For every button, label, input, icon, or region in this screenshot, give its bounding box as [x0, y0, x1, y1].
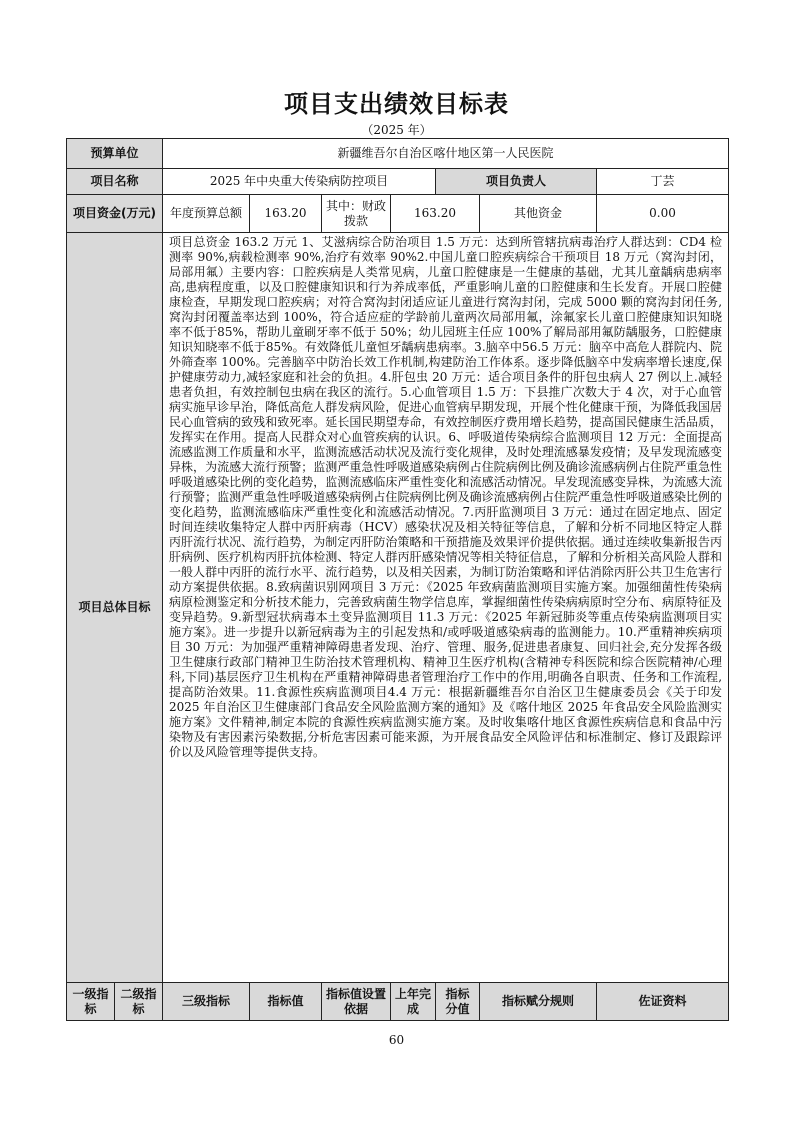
- project-owner-label: 项目负责人: [436, 169, 597, 195]
- project-name-value: 2025 年中央重大传染病防控项目: [163, 169, 436, 195]
- indicator-header-basis: 指标值设置依据: [322, 983, 391, 1021]
- indicator-header-level1: 一级指标: [67, 983, 115, 1021]
- budget-unit-label: 预算单位: [67, 139, 163, 169]
- indicator-header-value: 指标值: [250, 983, 322, 1021]
- project-funds-label: 项目资金(万元): [67, 195, 163, 233]
- budget-unit-value: 新疆维吾尔自治区喀什地区第一人民医院: [163, 139, 729, 169]
- indicator-header-rules: 指标赋分规则: [480, 983, 597, 1021]
- indicator-header-level3: 三级指标: [163, 983, 250, 1021]
- other-funds-value: 0.00: [597, 195, 729, 233]
- page-title: 项目支出绩效目标表: [284, 90, 509, 118]
- indicator-header-level2: 二级指标: [115, 983, 163, 1021]
- overall-goal-label: 项目总体目标: [67, 233, 163, 983]
- other-funds-label: 其他资金: [480, 195, 597, 233]
- overall-goal-text: 项目总资金 163.2 万元 1、艾滋病综合防治项目 1.5 万元：达到所管辖抗病毒治疗人群达到：CD4 检测率 90%,病载检测率 90%,治疗有效率 90%2.中国儿童口腔疾病综合干预项目 18 万元（窝沟封闭，局部用氟）主要内容：口腔疾病是人类常见病，儿童口腔健康是一生健康的基础，尤其儿童龋病患病率高,患病程度重，以及口腔健康知识和行为养成率低，严重影响儿童的口腔健康和生长发育。开展口腔健康检查，早期发现口腔疾病；对符合窝沟封闭适应证儿童进行窝沟封闭，完成 5000 颗的窝沟封闭任务,窝沟封闭覆盖率达到 100%，符合适应症的学龄前儿童两次局部用氟，涂氟家长儿童口腔健康知识知晓率不低于85%，帮助儿童刷牙率不低于 50%；幼儿园班主任应 100%了解局部用氟防龋服务，口腔健康知识知晓率不低于85%。有效降低儿童恒牙龋病患病率。3.脑卒中56.5 万元：脑卒中高危人群院内、院外筛查率 100%。完善脑卒中防治长效工作机制,构建防治工作体系。逐步降低脑卒中发病率增长速度,保护健康劳动力,减轻家庭和社会的负担。4.肝包虫 20 万元：适合项目条件的肝包虫病人 27 例以上.减轻患者负担，有效控制包虫病在我区的流行。5.心血管项目 1.5 万：下县推广次数大于 4 次，对于心血管病实施早诊早治，降低高危人群发病风险，促进心血管病早期发现，开展个性化健康干预，为降低我国居民心血管病的致残和致死率。延长国民期望寿命，有效控制医疗费用增长趋势，提高国民健康生活品质，发挥实在作用。提高人民群众对心血管疾病的认识。6、呼吸道传染病综合监测项目 12 万元：全面提高流感监测工作质量和水平，监测流感活动状况及流行变化规律，及时处理流感暴发疫情；及早发现流感变异株，为流感大流行预警；监测严重急性呼吸道感染病例占住院病例比例及确诊流感病例占住院严重急性呼吸道感染比例的变化趋势，监测流感临床严重性变化和流感活动情况。早发现流感变异株，为流感大流行预警；监测严重急性呼吸道感染病例占住院病例比例及确诊流感病例占住院严重急性呼吸道感染比例的变化趋势，监测流感临床严重性变化和流感活动情况。7.丙肝监测项目 3 万元：通过在固定地点、固定时间连续收集特定人群中丙肝病毒（HCV）感染状况及相关特征等信息，了解和分析不同地区特定人群丙肝流行状况、流行趋势，为制定丙肝防治策略和干预措施及效果评价提供依据。通过连续收集新报告丙肝病例、医疗机构丙肝抗体检测、特定人群丙肝感染情况等相关特征信息，了解和分析相关高风险人群和一般人群中丙肝的流行水平、流行趋势，以及相关因素，为制订防治策略和评估消除丙肝公共卫生危害行动方案提供依据。8.致病菌识别网项目 3 万元：《2025 年致病菌监测项目实施方案。加强细菌性传染病病原检测鉴定和分析技术能力，完善致病菌生物学信息库，掌握细菌性传染病病原时空分布、病原特征及变异趋势。9.新型冠状病毒本土变异监测项目 11.3 万元：《2025 年新冠肺炎等重点传染病监测项目实施方案》。进一步提升以新冠病毒为主的引起发热和/或呼吸道感染病毒的监测能力。10.严重精神疾病项目 30 万元：为加强严重精神障碍患者发现、治疗、管理、服务,促进患者康复、回归社会,充分发挥各级卫生健康行政部门精神卫生防治技术管理机构、精神卫生医疗机构(含精神专科医院和综合医院精神/心理科,下同)基层医疗卫生机构在严重精神障碍患者管理治疗工作中的作用,明确各自职责、任务和工作流程,提高防治效果。11.食源性疾病监测项目4.4 万元：根据新疆维吾尔自治区卫生健康委员会《关于印发 2025 年自治区卫生健康部门食品安全风险监测方案的通知》及《喀什地区 2025 年食品安全风险监测实施方案》文件精神,制定本院的食源性疾病监测实施方案。及时收集喀什地区食源性疾病信息和食品中污染物及有害因素污染数据,分析危害因素可能来源，为开展食品安全风险评估和标准制定、修订及跟踪评价以及风险管理等提供支持。: [163, 233, 729, 983]
- indicator-header-last-year: 上年完成: [391, 983, 436, 1021]
- fiscal-allocation-label: 其中：财政拨款: [322, 195, 391, 233]
- fiscal-allocation-value: 163.20: [391, 195, 480, 233]
- indicator-header-score: 指标分值: [436, 983, 480, 1021]
- page-number: 60: [388, 1033, 405, 1047]
- year-label: （2025 年）: [361, 123, 432, 137]
- performance-goal-table: [66, 138, 729, 1021]
- indicator-header-evidence: 佐证资料: [597, 983, 729, 1021]
- project-owner-value: 丁芸: [597, 169, 729, 195]
- annual-budget-label: 年度预算总额: [163, 195, 250, 233]
- annual-budget-value: 163.20: [250, 195, 322, 233]
- project-name-label: 项目名称: [67, 169, 163, 195]
